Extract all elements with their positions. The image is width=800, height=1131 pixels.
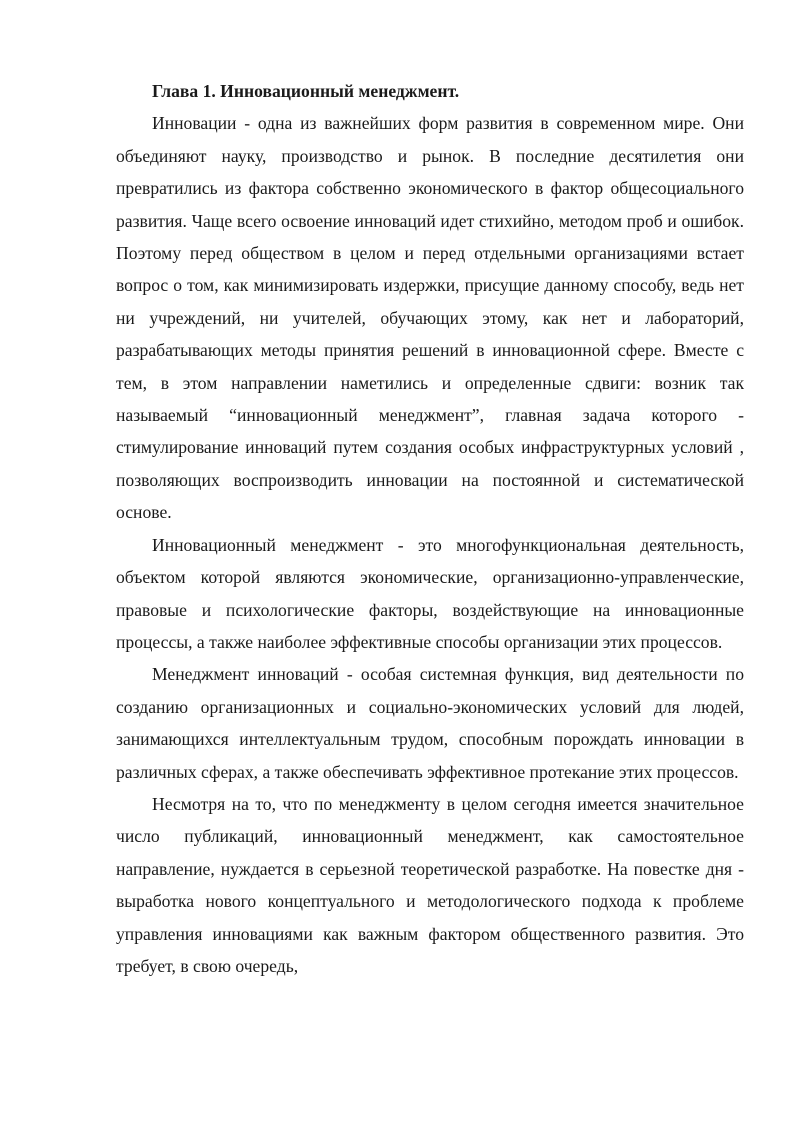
chapter-heading: Глава 1. Инновационный менеджмент.	[152, 81, 460, 101]
paragraph-management-of-innovations: Менеджмент инноваций - особая системная функция, вид деятельности по созданию организационных и социально-экономических условий для людей, занимающихся интеллектуальным трудом, способным порождать инновации в различных сферах, а также обеспечивать эффективное протекание этих процессов.	[116, 664, 744, 782]
paragraph-innovation-management: Инновационный менеджмент - это многофункциональная деятельность, объектом которой являются экономические, организационно-управленческие, правовые и психологические факторы, воздействующие на инновационные процессы, а также наиболее эффективные способы организации этих процессов.	[116, 534, 744, 652]
paragraph-publications: Несмотря на то, что по менеджменту в целом сегодня имеется значительное число публикаций, инновационный менеджмент, как самостоятельное направление, нуждается в серьезной теоретической разработке. На повестке дня - выработка нового концептуального и методологического подхода к проблеме управления инновациями как важным фактором общественного развития. Это требует, в свою очередь,	[116, 793, 744, 976]
paragraph-innovations: Инновации - одна из важнейших форм развития в современном мире. Они объединяют науку, производство и рынок. В последние десятилетия они превратились из фактора собственно экономического в фактор общесоциального развития. Чаще всего освоение инноваций идет стихийно, методом проб и ошибок. Поэтому перед обществом в целом и перед отдельными организациями встает вопрос о том, как минимизировать издержки, присущие данному способу, ведь нет ни учреждений, ни учителей, обучающих этому, как нет и лабораторий, разрабатывающих методы принятия решений в инновационной сфере. Вместе с тем, в этом направлении наметились и определенные сдвиги: возник так называемый “инновационный менеджмент”, главная задача которого - стимулирование инноваций путем создания особых инфраструктурных условий , позволяющих воспроизводить инновации на постоянной и систематической основе.	[116, 113, 744, 523]
